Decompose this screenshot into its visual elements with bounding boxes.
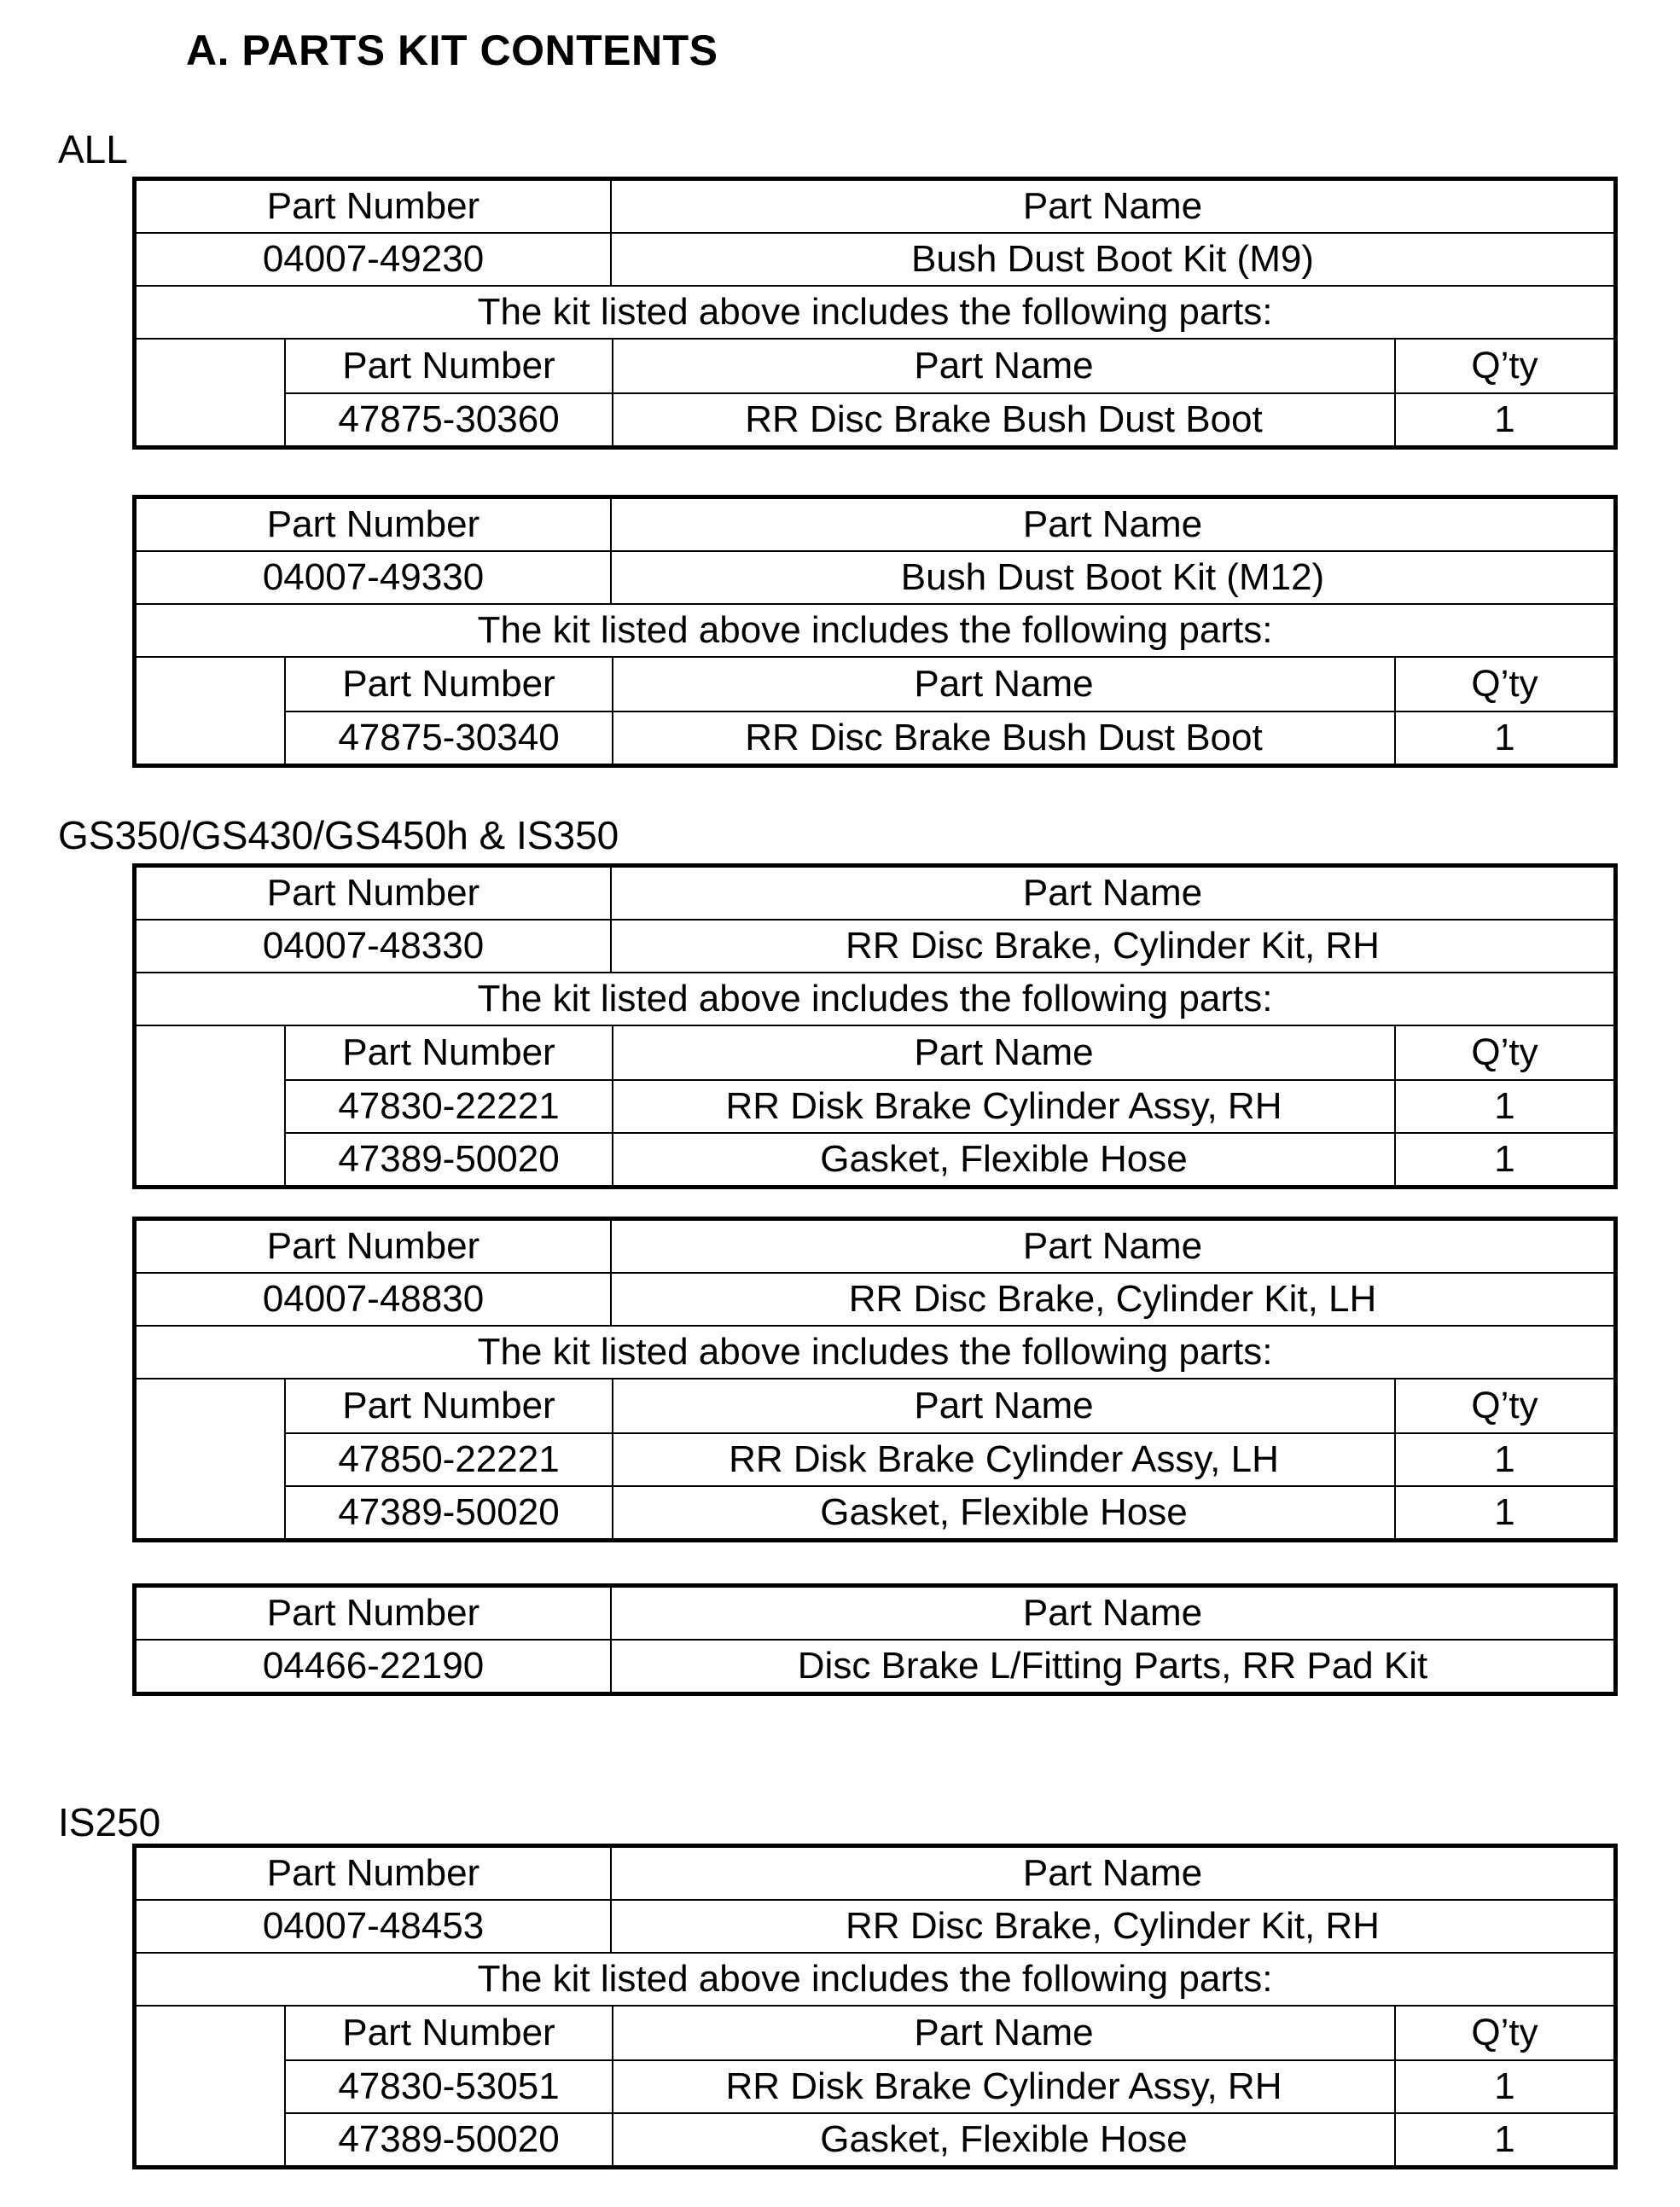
- parts-header-row: [286, 1026, 1613, 1079]
- part-name: Gasket, Flexible Hose: [613, 2114, 1396, 2165]
- kit-part-name: Bush Dust Boot Kit (M9): [911, 238, 1314, 280]
- kit-table: [132, 1583, 1618, 1696]
- kit-header-row: [137, 181, 1613, 232]
- kit-table: [132, 1844, 1618, 2169]
- indent-spacer: [137, 340, 286, 445]
- part-number: 47830-53051: [286, 2061, 613, 2112]
- part-number-header: Part Number: [137, 1221, 612, 1272]
- part-name: RR Disk Brake Cylinder Assy, LH: [613, 1434, 1396, 1485]
- kit-parts-table: [286, 340, 1613, 445]
- kit-header-row: [137, 1221, 1613, 1272]
- quantity: 1: [1494, 398, 1515, 440]
- part-number-header: Part Number: [137, 868, 612, 919]
- table-row: [286, 2059, 1613, 2112]
- kit-row: [137, 1899, 1613, 1952]
- kit-contents-note: The kit listed above includes the following parts:: [477, 978, 1273, 1019]
- indent-spacer: [137, 658, 286, 764]
- kit-part-name: Bush Dust Boot Kit (M12): [900, 556, 1325, 598]
- qty-header: Q’ty: [1471, 345, 1538, 386]
- kit-contents-note-row: [137, 603, 1613, 656]
- kit-contents-note-row: [137, 1325, 1613, 1378]
- kit-row: [137, 550, 1613, 603]
- kit-contents-note-row: [137, 285, 1613, 338]
- table-row: [286, 1079, 1613, 1132]
- part-name-header: Part Name: [1022, 185, 1203, 227]
- qty-header: Q’ty: [1471, 1385, 1538, 1426]
- part-number-header: Part Number: [286, 1379, 613, 1432]
- kit-contents-note: The kit listed above includes the following parts:: [477, 1331, 1273, 1373]
- part-name: RR Disk Brake Cylinder Assy, RH: [613, 1081, 1396, 1132]
- kit-header-row: [137, 1588, 1613, 1639]
- part-number: 47389-50020: [286, 1487, 613, 1538]
- parts-header-row: [286, 2007, 1613, 2059]
- kit-row: [137, 232, 1613, 285]
- part-number: 47389-50020: [286, 2114, 613, 2165]
- table-row: [286, 392, 1613, 445]
- kit-table: [132, 1217, 1618, 1542]
- part-number: 47389-50020: [286, 1134, 613, 1185]
- table-row: [286, 1432, 1613, 1485]
- part-name-header: Part Name: [613, 1026, 1396, 1079]
- group-label: GS350/GS430/GS450h & IS350: [58, 813, 619, 857]
- kit-parts-section: [137, 2005, 1613, 2165]
- kit-part-number: 04007-48453: [137, 1901, 612, 1952]
- kit-parts-table: [286, 2007, 1613, 2165]
- kit-header-row: [137, 1848, 1613, 1899]
- part-number: 47875-30360: [286, 394, 613, 445]
- part-name: RR Disk Brake Cylinder Assy, RH: [613, 2061, 1396, 2112]
- kit-part-number: 04007-48330: [137, 921, 612, 972]
- indent-spacer: [137, 2007, 286, 2165]
- indent-spacer: [137, 1026, 286, 1185]
- part-name: Gasket, Flexible Hose: [613, 1134, 1396, 1185]
- part-name-header: Part Name: [1022, 1852, 1203, 1894]
- indent-spacer: [137, 1379, 286, 1538]
- qty-header: Q’ty: [1471, 2012, 1538, 2053]
- kit-header-row: [137, 499, 1613, 550]
- kit-contents-note: The kit listed above includes the following parts:: [477, 1958, 1273, 2000]
- qty-header: Q’ty: [1471, 1031, 1538, 1073]
- parts-header-row: [286, 1379, 1613, 1432]
- kit-part-name: RR Disc Brake, Cylinder Kit, RH: [846, 925, 1380, 967]
- group-label: IS250: [58, 1800, 161, 1844]
- part-name-header: Part Name: [1022, 1225, 1203, 1267]
- part-number: 47875-30340: [286, 712, 613, 764]
- part-number-header: Part Number: [137, 181, 612, 232]
- part-number: 47850-22221: [286, 1434, 613, 1485]
- quantity: 1: [1494, 2118, 1515, 2160]
- table-row: [286, 2112, 1613, 2165]
- kit-table: [132, 863, 1618, 1189]
- group-label: ALL: [58, 127, 128, 171]
- section-heading: A. PARTS KIT CONTENTS: [186, 26, 718, 74]
- kit-part-name: RR Disc Brake, Cylinder Kit, LH: [848, 1278, 1377, 1320]
- part-number-header: Part Number: [286, 2007, 613, 2059]
- part-name: RR Disc Brake Bush Dust Boot: [613, 712, 1396, 764]
- part-number-header: Part Number: [137, 499, 612, 550]
- quantity: 1: [1494, 1491, 1515, 1533]
- kit-parts-table: [286, 1026, 1613, 1185]
- table-row: [286, 711, 1613, 764]
- quantity: 1: [1494, 717, 1515, 758]
- quantity: 1: [1494, 1438, 1515, 1480]
- kit-contents-note-row: [137, 972, 1613, 1025]
- kit-parts-section: [137, 656, 1613, 764]
- kit-part-number: 04007-48830: [137, 1274, 612, 1325]
- part-name-header: Part Name: [613, 340, 1396, 392]
- part-name-header: Part Name: [613, 658, 1396, 711]
- part-number-header: Part Number: [286, 658, 613, 711]
- part-name-header: Part Name: [613, 2007, 1396, 2059]
- part-name-header: Part Name: [1022, 872, 1203, 914]
- table-row: [286, 1132, 1613, 1185]
- kit-contents-note: The kit listed above includes the following parts:: [477, 609, 1273, 651]
- part-name-header: Part Name: [613, 1379, 1396, 1432]
- part-name: RR Disc Brake Bush Dust Boot: [613, 394, 1396, 445]
- kit-contents-note: The kit listed above includes the following parts:: [477, 291, 1273, 333]
- part-number-header: Part Number: [286, 340, 613, 392]
- part-number-header: Part Number: [286, 1026, 613, 1079]
- part-number-header: Part Number: [137, 1588, 612, 1639]
- quantity: 1: [1494, 1085, 1515, 1127]
- parts-header-row: [286, 658, 1613, 711]
- parts-header-row: [286, 340, 1613, 392]
- kit-part-name: RR Disc Brake, Cylinder Kit, RH: [846, 1905, 1380, 1947]
- kit-table: [132, 495, 1618, 768]
- part-name-header: Part Name: [1022, 1592, 1203, 1634]
- qty-header: Q’ty: [1471, 663, 1538, 705]
- kit-parts-table: [286, 1379, 1613, 1538]
- kit-row: [137, 919, 1613, 972]
- quantity: 1: [1494, 2065, 1515, 2107]
- kit-part-name: Disc Brake L/Fitting Parts, RR Pad Kit: [797, 1645, 1428, 1687]
- kit-parts-section: [137, 1378, 1613, 1538]
- kit-part-number: 04466-22190: [137, 1641, 612, 1692]
- quantity: 1: [1494, 1138, 1515, 1180]
- kit-table: [132, 177, 1618, 450]
- kit-contents-note-row: [137, 1952, 1613, 2005]
- part-number-header: Part Number: [137, 1848, 612, 1899]
- table-row: [286, 1485, 1613, 1538]
- part-name-header: Part Name: [1022, 503, 1203, 545]
- part-name: Gasket, Flexible Hose: [613, 1487, 1396, 1538]
- kit-parts-table: [286, 658, 1613, 764]
- kit-row: [137, 1639, 1613, 1692]
- kit-row: [137, 1272, 1613, 1325]
- kit-part-number: 04007-49230: [137, 234, 612, 285]
- kit-header-row: [137, 868, 1613, 919]
- kit-parts-section: [137, 338, 1613, 445]
- kit-parts-section: [137, 1025, 1613, 1185]
- kit-part-number: 04007-49330: [137, 552, 612, 603]
- part-number: 47830-22221: [286, 1081, 613, 1132]
